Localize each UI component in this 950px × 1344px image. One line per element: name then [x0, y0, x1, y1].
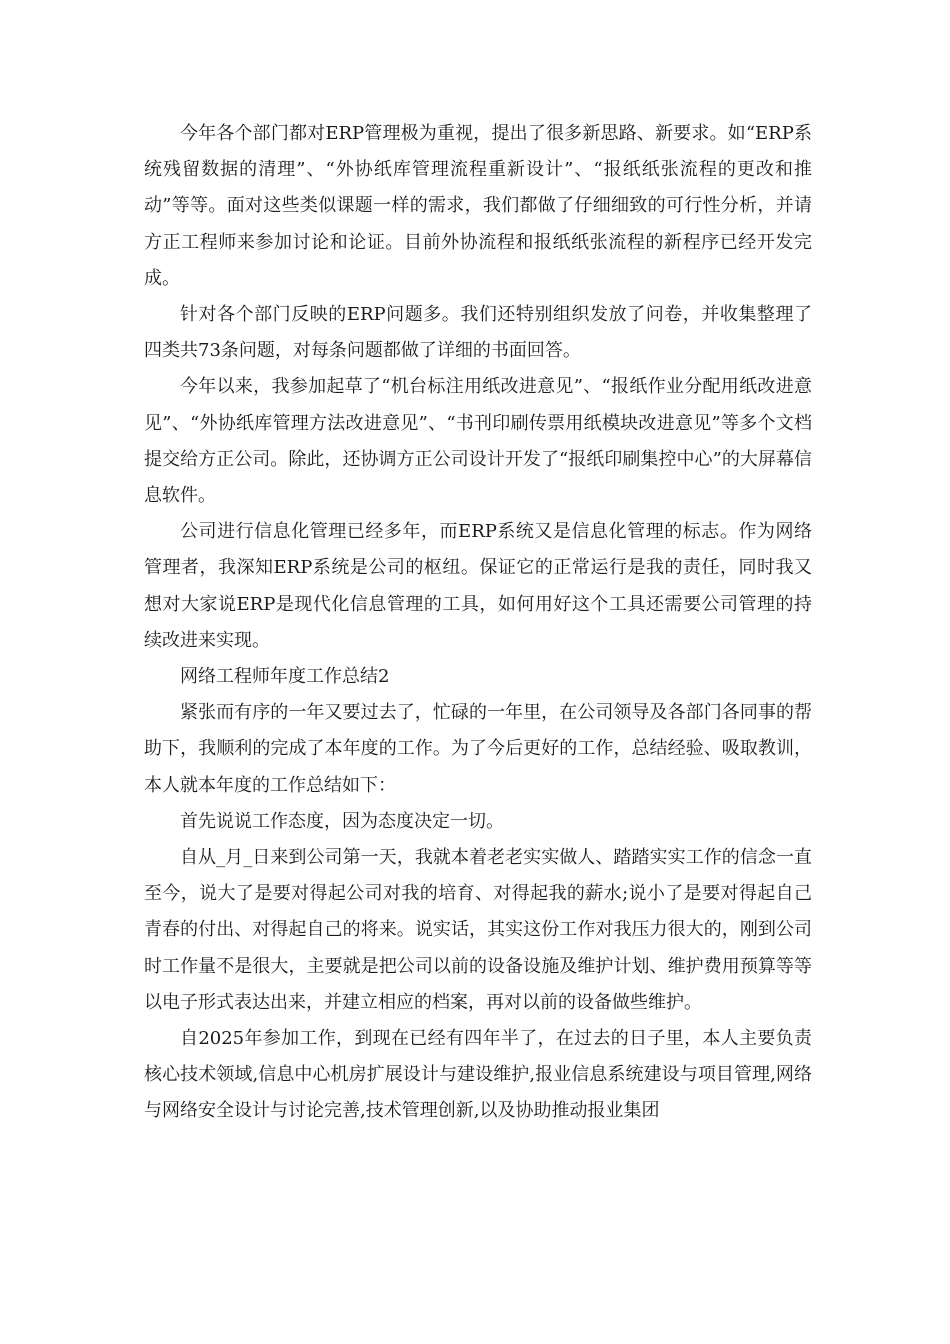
paragraph-drafted-documents: 今年以来，我参加起草了“机台标注用纸改进意见”、“报纸作业分配用纸改进意见”、“外协纸库管理方法改进意见”、“书刊印刷传票用纸模块改进意见”等多个文档提交给方正公司。除此，还协调方正公司设计开发了“报纸印刷集控中心”的大屏幕信息软件。	[144, 376, 812, 507]
paragraph-erp-requirements: 今年各个部门都对ERP管理极为重视，提出了很多新思路、新要求。如“ERP系统残留数据的清理”、“外协纸库管理流程重新设计”、“报纸纸张流程的更改和推动”等等。面对这些类似课题一样的需求，我们都做了仔细细致的可行性分析，并请方正工程师来参加讨论和论证。目前外协流程和报纸纸张流程的新程序已经开发完成。	[144, 123, 812, 289]
paragraph-erp-questionnaire: 针对各个部门反映的ERP问题多。我们还特别组织发放了问卷，并收集整理了四类共73条问题，对每条问题都做了详细的书面回答。	[144, 304, 812, 362]
paragraph-work-attitude: 首先说说工作态度，因为态度决定一切。	[180, 810, 504, 832]
paragraph-first-day: 自从_月_日来到公司第一天，我就本着老老实实做人、踏踏实实工作的信念一直至今，说大了是要对得起公司对我的培育、对得起我的薪水;说小了是要对得起自己青春的付出、对得起自己的将来。说实话，其实这份工作对我压力很大的，刚到公司时工作量不是很大，主要就是把公司以前的设备设施及维护计划、维护费用预算等等以电子形式表达出来，并建立相应的档案，再对以前的设备做些维护。	[144, 847, 812, 1013]
document-body	[144, 116, 812, 1130]
paragraph-year-intro: 紧张而有序的一年又要过去了，忙碌的一年里，在公司领导及各部门各同事的帮助下，我顺利的完成了本年度的工作。为了今后更好的工作，总结经验、吸取教训，本人就本年度的工作总结如下：	[144, 702, 812, 796]
paragraph-erp-importance: 公司进行信息化管理已经多年，而ERP系统又是信息化管理的标志。作为网络管理者，我深知ERP系统是公司的枢纽。保证它的正常运行是我的责任，同时我又想对大家说ERP是现代化信息管理的工具，如何用好这个工具还需要公司管理的持续改进来实现。	[144, 521, 812, 651]
paragraph-responsibilities: 自2025年参加工作，到现在已经有四年半了，在过去的日子里，本人主要负责核心技术领域,信息中心机房扩展设计与建设维护,报业信息系统建设与项目管理,网络与网络安全设计与讨论完善,技术管理创新,以及协助推动报业集团	[144, 1028, 812, 1122]
section-heading: 网络工程师年度工作总结2	[180, 666, 390, 688]
